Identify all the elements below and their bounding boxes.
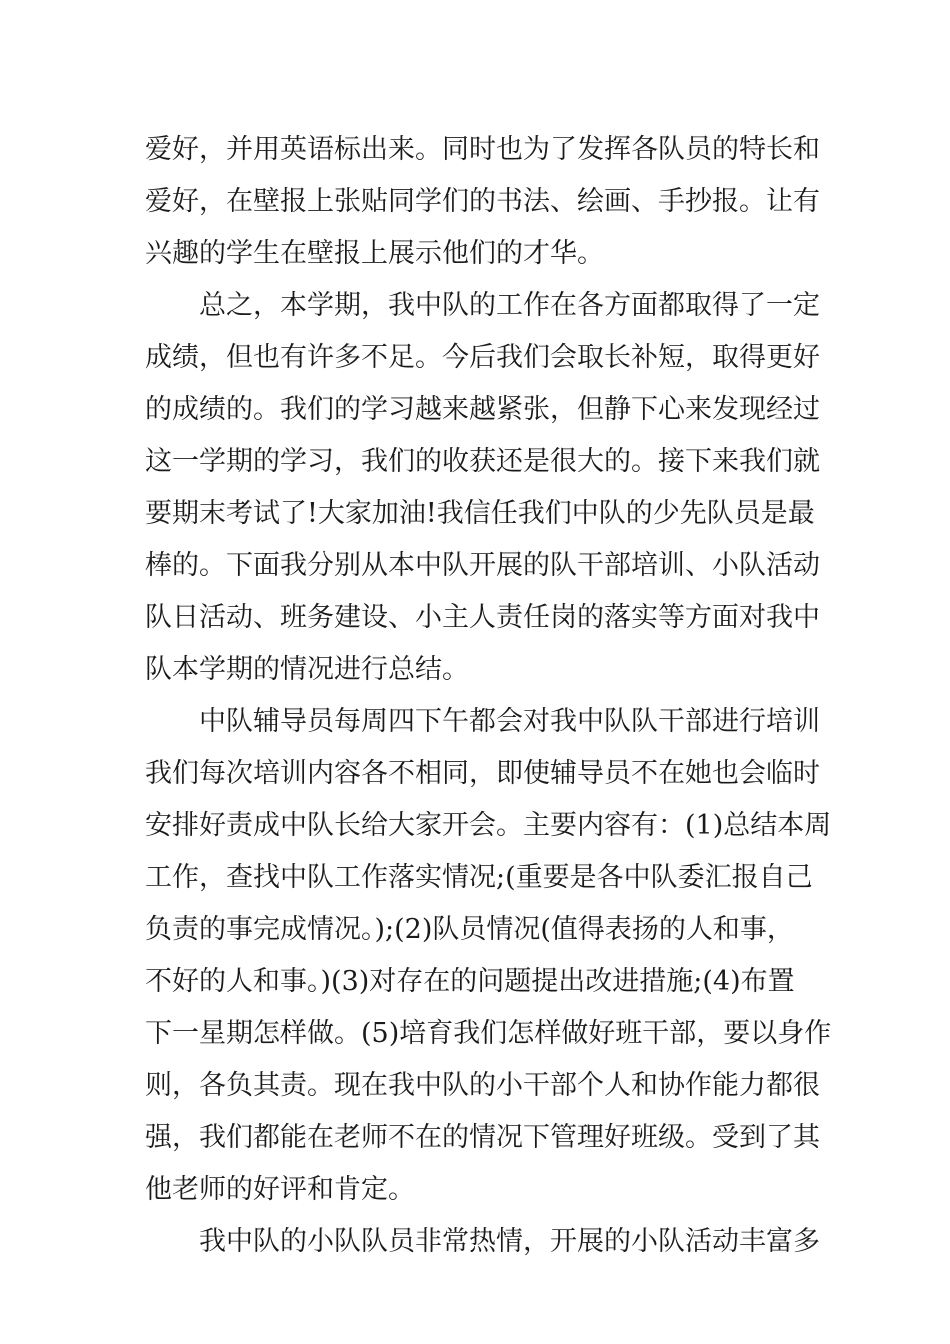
text-line: 安排好责成中队长给大家开会。主要内容有：(1)总结本周 — [145, 810, 832, 841]
text-line: 强，我们都能在老师不在的情况下管理好班级。受到了其 — [145, 1122, 820, 1153]
text-line: 爱好，并用英语标出来。同时也为了发挥各队员的特长和 — [145, 134, 820, 165]
text-line: 要期末考试了!大家加油!我信任我们中队的少先队员是最 — [145, 498, 815, 529]
paragraph-first-line: 总之，本学期，我中队的工作在各方面都取得了一定 — [199, 290, 820, 321]
text-line: 成绩，但也有许多不足。今后我们会取长补短，取得更好 — [145, 342, 820, 373]
text-line: 队日活动、班务建设、小主人责任岗的落实等方面对我中 — [145, 602, 820, 633]
text-line: 下一星期怎样做。(5)培育我们怎样做好班干部，要以身作 — [145, 1018, 832, 1049]
text-line: 爱好，在壁报上张贴同学们的书法、绘画、手抄报。让有 — [145, 186, 820, 217]
text-line: 他老师的好评和肯定。 — [145, 1174, 415, 1205]
text-line: 棒的。下面我分别从本中队开展的队干部培训、小队活动 — [145, 550, 820, 581]
text-line: 队本学期的情况进行总结。 — [145, 654, 469, 685]
text-line: 我们每次培训内容各不相同，即使辅导员不在她也会临时 — [145, 758, 820, 789]
text-line: 工作，查找中队工作落实情况;(重要是各中队委汇报自己 — [145, 862, 813, 893]
paragraph-first-line: 我中队的小队队员非常热情，开展的小队活动丰富多 — [199, 1226, 820, 1257]
text-line: 这一学期的学习，我们的收获还是很大的。接下来我们就 — [145, 446, 820, 477]
text-line: 负责的事完成情况。);(2)队员情况(值得表扬的人和事， — [145, 914, 794, 945]
text-line: 则，各负其责。现在我中队的小干部个人和协作能力都很 — [145, 1070, 820, 1101]
text-line: 兴趣的学生在壁报上展示他们的才华。 — [145, 238, 604, 269]
text-line: 不好的人和事。)(3)对存在的问题提出改进措施;(4)布置 — [145, 966, 795, 997]
paragraph-first-line: 中队辅导员每周四下午都会对我中队队干部进行培训 — [199, 706, 820, 737]
text-line: 的成绩的。我们的学习越来越紧张，但静下心来发现经过 — [145, 394, 820, 425]
